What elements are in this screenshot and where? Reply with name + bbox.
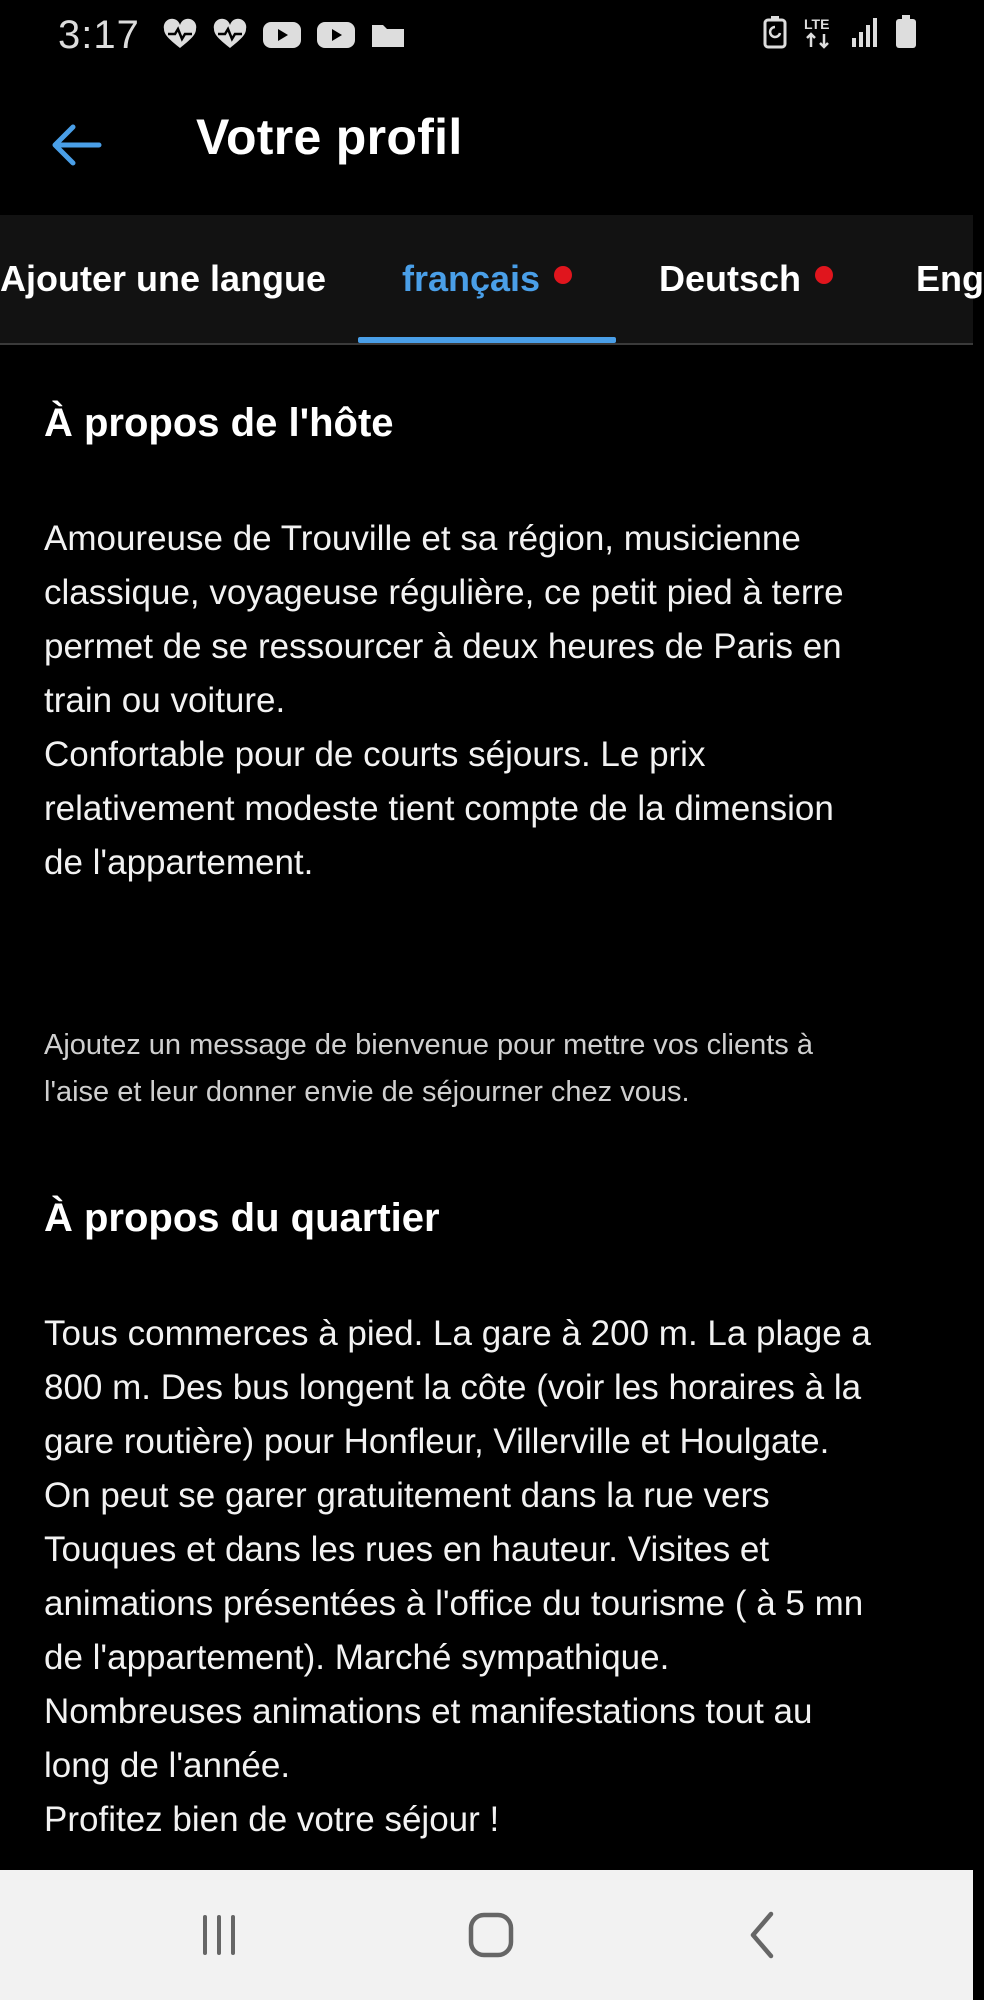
active-tab-indicator — [358, 337, 616, 343]
back-icon — [743, 1910, 783, 1960]
host-section-title: À propos de l'hôte — [44, 401, 394, 445]
lte-icon — [802, 14, 836, 50]
host-description[interactable]: Amoureuse de Trouville et sa région, musicienne classique, voyageuse régulière, ce petit pied à terre permet de se ressourcer à deux heures de Paris en train ou voiture. Confortable pour de courts séjours. Le prix relativement modeste tient compte de la dimension de l'appartement. — [44, 519, 844, 882]
battery-icon — [894, 14, 918, 50]
notification-dot — [815, 266, 833, 284]
status-time: 3:17 — [58, 12, 140, 57]
signal-icon — [850, 16, 880, 48]
heart-monitor-icon — [212, 20, 248, 50]
system-back-button[interactable] — [723, 1900, 803, 1970]
youtube-icon — [262, 20, 302, 50]
page-title: Votre profil — [196, 109, 463, 165]
svg-text:LTE: LTE — [804, 16, 830, 32]
app-bar — [0, 70, 973, 215]
home-button[interactable] — [451, 1900, 531, 1970]
recent-apps-icon — [197, 1913, 241, 1957]
system-icons — [762, 14, 918, 50]
tab-label: français — [402, 258, 541, 299]
recent-apps-button[interactable] — [179, 1900, 259, 1970]
profile-content — [44, 345, 934, 1847]
host-hint: Ajoutez un message de bienvenue pour mettre vos clients à l'aise et leur donner envie de séjourner chez vous. — [44, 1029, 813, 1108]
tab-francais[interactable] — [402, 215, 572, 343]
language-tabs — [0, 215, 984, 345]
neighborhood-description[interactable]: Tous commerces à pied. La gare à 200 m. La plage a 800 m. Des bus longent la côte (voir les horaires à la gare routière) pour Honfleur, Villerville et Houlgate. On peut se garer gratuitement dans la rue vers Touques et dans les rues en hauteur. Visites et animations présentées à l'office du tourisme ( à 5 mn de l'appartement). Marché sympathique. Nombreuses animations et manifestations tout au long de l'année. Profitez bien de votre séjour ! — [44, 1314, 871, 1839]
youtube-icon — [316, 20, 356, 50]
heart-monitor-icon — [162, 20, 198, 50]
folder-icon — [370, 20, 406, 50]
tab-deutsch[interactable] — [659, 215, 833, 343]
notification-dot — [554, 266, 572, 284]
back-button[interactable] — [40, 110, 110, 180]
tab-label: Eng — [916, 258, 984, 299]
arrow-left-icon — [49, 123, 101, 167]
tab-label: Ajouter une langue — [0, 258, 327, 299]
tab-english[interactable] — [916, 215, 984, 343]
tab-label: Deutsch — [659, 258, 802, 299]
system-nav-bar — [0, 1870, 973, 2000]
home-icon — [466, 1910, 516, 1960]
neighborhood-section-title: À propos du quartier — [44, 1196, 440, 1240]
status-bar — [0, 0, 973, 70]
battery-saver-icon — [762, 15, 788, 49]
tab-add-language[interactable] — [0, 215, 326, 343]
notification-icons — [162, 20, 406, 50]
